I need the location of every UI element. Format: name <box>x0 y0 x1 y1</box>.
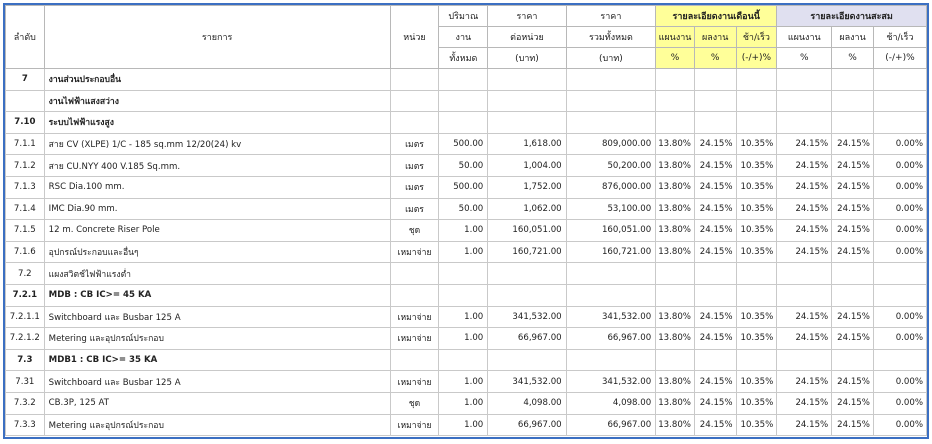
row-unit-price[interactable] <box>488 263 566 285</box>
row-unit[interactable]: ชุด <box>390 392 439 414</box>
row-unit-price[interactable] <box>488 69 566 91</box>
row-unit-price[interactable]: 341,532.00 <box>488 306 566 328</box>
row-total-price[interactable]: 50,200.00 <box>566 155 656 177</box>
row-description[interactable]: อุปกรณ์ประกอบและอื่นๆ <box>44 241 390 263</box>
row-unit[interactable] <box>390 69 439 91</box>
row-month-result[interactable] <box>694 112 736 134</box>
row-cum-diff[interactable] <box>873 112 926 134</box>
row-item-no[interactable]: 7.2.1.1 <box>6 306 45 328</box>
row-unit[interactable]: เมตร <box>390 133 439 155</box>
row-month-result[interactable] <box>694 349 736 371</box>
row-month-diff[interactable]: 10.35% <box>736 392 777 414</box>
row-quantity[interactable]: 1.00 <box>439 306 488 328</box>
row-cum-diff[interactable]: 0.00% <box>873 198 926 220</box>
row-total-price[interactable]: 160,721.00 <box>566 241 656 263</box>
row-description[interactable]: งานส่วนประกอบอื่น <box>44 69 390 91</box>
row-item-no[interactable]: 7.1.1 <box>6 133 45 155</box>
header-description: รายการ <box>44 6 390 69</box>
row-total-price[interactable] <box>566 284 656 306</box>
header-unit: หน่วย <box>390 6 439 69</box>
row-item-no[interactable]: 7.3.2 <box>6 392 45 414</box>
row-cum-result[interactable]: 24.15% <box>832 392 874 414</box>
row-item-no[interactable]: 7.1.5 <box>6 220 45 242</box>
row-cum-plan[interactable] <box>777 90 832 112</box>
header-item-no: ลำดับ <box>6 6 45 69</box>
row-unit-price[interactable]: 160,721.00 <box>488 241 566 263</box>
row-cum-result[interactable] <box>832 349 874 371</box>
table-row[interactable] <box>6 263 927 285</box>
row-cum-diff[interactable]: 0.00% <box>873 414 926 436</box>
row-month-diff[interactable] <box>736 112 777 134</box>
row-unit-price[interactable]: 160,051.00 <box>488 220 566 242</box>
header-cum-result: ผลงาน <box>832 27 874 48</box>
row-item-no[interactable]: 7.1.2 <box>6 155 45 177</box>
row-unit-price[interactable] <box>488 349 566 371</box>
row-quantity[interactable] <box>439 263 488 285</box>
row-month-result[interactable]: 24.15% <box>694 133 736 155</box>
row-month-diff[interactable]: 10.35% <box>736 133 777 155</box>
table-body <box>6 69 927 436</box>
row-description[interactable]: CB.3P, 125 AT <box>44 392 390 414</box>
row-total-price[interactable]: 66,967.00 <box>566 414 656 436</box>
table-row[interactable] <box>6 90 927 112</box>
table-row[interactable] <box>6 220 927 242</box>
row-cum-plan[interactable]: 24.15% <box>777 176 832 198</box>
row-cum-diff[interactable] <box>873 69 926 91</box>
row-unit[interactable] <box>390 90 439 112</box>
row-unit[interactable]: เมตร <box>390 198 439 220</box>
row-cum-diff[interactable]: 0.00% <box>873 306 926 328</box>
row-description[interactable]: Switchboard และ Busbar 125 A <box>44 306 390 328</box>
header-cum-plan-unit: % <box>777 48 832 69</box>
row-month-plan[interactable] <box>656 349 695 371</box>
row-unit-price[interactable]: 341,532.00 <box>488 371 566 393</box>
row-item-no[interactable]: 7.2.1 <box>6 284 45 306</box>
row-quantity[interactable]: 1.00 <box>439 414 488 436</box>
row-unit[interactable]: เหมาจ่าย <box>390 306 439 328</box>
row-cum-diff[interactable]: 0.00% <box>873 220 926 242</box>
row-unit-price[interactable] <box>488 90 566 112</box>
row-item-no[interactable]: 7.3.3 <box>6 414 45 436</box>
row-item-no[interactable]: 7.31 <box>6 371 45 393</box>
row-cum-result[interactable]: 24.15% <box>832 371 874 393</box>
row-cum-result[interactable]: 24.15% <box>832 133 874 155</box>
row-month-diff[interactable] <box>736 69 777 91</box>
row-cum-plan[interactable]: 24.15% <box>777 220 832 242</box>
header-month-plan-unit: % <box>656 48 695 69</box>
table-row[interactable] <box>6 371 927 393</box>
row-unit-price[interactable] <box>488 112 566 134</box>
row-month-plan[interactable]: 13.80% <box>656 328 695 350</box>
row-cum-diff[interactable] <box>873 284 926 306</box>
row-month-plan[interactable]: 13.80% <box>656 220 695 242</box>
row-month-plan[interactable] <box>656 284 695 306</box>
header-month-result-unit: % <box>694 48 736 69</box>
row-month-diff[interactable]: 10.35% <box>736 220 777 242</box>
row-description[interactable]: สาย CU.NYY 400 V.185 Sq.mm. <box>44 155 390 177</box>
row-unit[interactable]: เหมาจ่าย <box>390 241 439 263</box>
row-month-plan[interactable] <box>656 69 695 91</box>
row-cum-plan[interactable]: 24.15% <box>777 414 832 436</box>
row-quantity[interactable]: 1.00 <box>439 220 488 242</box>
row-total-price[interactable] <box>566 112 656 134</box>
row-month-result[interactable]: 24.15% <box>694 371 736 393</box>
row-unit-price[interactable]: 1,004.00 <box>488 155 566 177</box>
row-cum-diff[interactable]: 0.00% <box>873 133 926 155</box>
row-month-plan[interactable]: 13.80% <box>656 371 695 393</box>
row-cum-plan[interactable]: 24.15% <box>777 392 832 414</box>
table-header <box>6 6 927 69</box>
row-cum-diff[interactable]: 0.00% <box>873 371 926 393</box>
row-unit[interactable] <box>390 112 439 134</box>
row-total-price[interactable]: 341,532.00 <box>566 306 656 328</box>
table-row[interactable] <box>6 155 927 177</box>
row-cum-result[interactable]: 24.15% <box>832 414 874 436</box>
row-cum-diff[interactable] <box>873 90 926 112</box>
row-month-result[interactable] <box>694 284 736 306</box>
row-unit-price[interactable]: 1,062.00 <box>488 198 566 220</box>
row-month-result[interactable]: 24.15% <box>694 414 736 436</box>
row-month-result[interactable] <box>694 69 736 91</box>
row-month-diff[interactable]: 10.35% <box>736 414 777 436</box>
row-month-diff[interactable]: 10.35% <box>736 371 777 393</box>
row-total-price[interactable]: 809,000.00 <box>566 133 656 155</box>
row-cum-plan[interactable] <box>777 263 832 285</box>
row-item-no[interactable]: 7 <box>6 69 45 91</box>
row-unit[interactable]: เมตร <box>390 155 439 177</box>
row-cum-diff[interactable]: 0.00% <box>873 155 926 177</box>
row-total-price[interactable] <box>566 349 656 371</box>
row-month-diff[interactable] <box>736 263 777 285</box>
row-month-diff[interactable] <box>736 284 777 306</box>
row-month-result[interactable]: 24.15% <box>694 306 736 328</box>
row-description[interactable]: MDB1 : CB IC>= 35 KA <box>44 349 390 371</box>
row-quantity[interactable]: 1.00 <box>439 392 488 414</box>
row-item-no[interactable]: 7.1.3 <box>6 176 45 198</box>
table-row[interactable] <box>6 241 927 263</box>
row-total-price[interactable]: 66,967.00 <box>566 328 656 350</box>
row-month-diff[interactable]: 10.35% <box>736 198 777 220</box>
header-cum-diff: ช้า/เร็ว <box>873 27 926 48</box>
header-month-diff: ช้า/เร็ว <box>736 27 777 48</box>
row-month-result[interactable]: 24.15% <box>694 220 736 242</box>
row-cum-result[interactable]: 24.15% <box>832 328 874 350</box>
row-unit-price[interactable]: 1,752.00 <box>488 176 566 198</box>
header-total-price-line3: (บาท) <box>566 48 656 69</box>
header-unit-price-line3: (บาท) <box>488 48 566 69</box>
row-month-plan[interactable] <box>656 90 695 112</box>
row-total-price[interactable] <box>566 69 656 91</box>
row-cum-diff[interactable]: 0.00% <box>873 241 926 263</box>
row-cum-diff[interactable]: 0.00% <box>873 328 926 350</box>
row-cum-diff[interactable]: 0.00% <box>873 176 926 198</box>
row-month-plan[interactable]: 13.80% <box>656 241 695 263</box>
row-unit-price[interactable]: 1,618.00 <box>488 133 566 155</box>
row-description[interactable]: Metering และอุปกรณ์ประกอบ <box>44 328 390 350</box>
row-month-plan[interactable]: 13.80% <box>656 392 695 414</box>
row-description[interactable]: IMC Dia.90 mm. <box>44 198 390 220</box>
table-row[interactable] <box>6 198 927 220</box>
table-row[interactable] <box>6 112 927 134</box>
row-month-plan[interactable]: 13.80% <box>656 414 695 436</box>
table-row[interactable] <box>6 176 927 198</box>
table-row[interactable] <box>6 284 927 306</box>
row-item-no[interactable]: 7.2 <box>6 263 45 285</box>
row-month-result[interactable] <box>694 263 736 285</box>
row-unit[interactable]: เมตร <box>390 176 439 198</box>
row-month-result[interactable] <box>694 90 736 112</box>
row-description[interactable]: RSC Dia.100 mm. <box>44 176 390 198</box>
progress-table <box>5 5 927 436</box>
row-unit-price[interactable]: 66,967.00 <box>488 328 566 350</box>
row-cum-result[interactable]: 24.15% <box>832 155 874 177</box>
row-cum-plan[interactable]: 24.15% <box>777 133 832 155</box>
table-row[interactable] <box>6 306 927 328</box>
row-total-price[interactable]: 53,100.00 <box>566 198 656 220</box>
header-unit-price-line1: ราคา <box>488 6 566 27</box>
row-month-plan[interactable]: 13.80% <box>656 176 695 198</box>
row-item-no[interactable] <box>6 90 45 112</box>
header-total-price-line2: รวมทั้งหมด <box>566 27 656 48</box>
row-quantity[interactable]: 500.00 <box>439 176 488 198</box>
row-month-diff[interactable] <box>736 90 777 112</box>
row-quantity[interactable] <box>439 90 488 112</box>
row-month-plan[interactable] <box>656 263 695 285</box>
row-cum-result[interactable] <box>832 284 874 306</box>
row-unit[interactable]: เหมาจ่าย <box>390 328 439 350</box>
header-quantity-line2: งาน <box>439 27 488 48</box>
row-total-price[interactable]: 876,000.00 <box>566 176 656 198</box>
row-unit[interactable] <box>390 284 439 306</box>
row-unit[interactable]: เหมาจ่าย <box>390 414 439 436</box>
header-quantity-line1: ปริมาณ <box>439 6 488 27</box>
row-month-diff[interactable]: 10.35% <box>736 176 777 198</box>
row-month-plan[interactable]: 13.80% <box>656 306 695 328</box>
row-item-no[interactable]: 7.3 <box>6 349 45 371</box>
header-cum-result-unit: % <box>832 48 874 69</box>
row-quantity[interactable]: 1.00 <box>439 328 488 350</box>
row-cum-plan[interactable] <box>777 112 832 134</box>
row-month-result[interactable]: 24.15% <box>694 198 736 220</box>
row-description[interactable]: ระบบไฟฟ้าแรงสูง <box>44 112 390 134</box>
row-month-diff[interactable] <box>736 349 777 371</box>
row-month-diff[interactable]: 10.35% <box>736 241 777 263</box>
row-month-result[interactable]: 24.15% <box>694 176 736 198</box>
row-description[interactable]: แผงสวิตช์ไฟฟ้าแรงต่ำ <box>44 263 390 285</box>
row-quantity[interactable]: 500.00 <box>439 133 488 155</box>
row-cum-result[interactable] <box>832 112 874 134</box>
row-description[interactable]: สาย CV (XLPE) 1/C - 185 sq.mm 12/20(24) kv <box>44 133 390 155</box>
header-month-result: ผลงาน <box>694 27 736 48</box>
header-total-price-line1: ราคา <box>566 6 656 27</box>
table-row[interactable] <box>6 349 927 371</box>
row-cum-plan[interactable]: 24.15% <box>777 155 832 177</box>
row-cum-diff[interactable]: 0.00% <box>873 392 926 414</box>
row-cum-result[interactable] <box>832 90 874 112</box>
row-cum-plan[interactable] <box>777 284 832 306</box>
table-row[interactable] <box>6 133 927 155</box>
row-month-diff[interactable]: 10.35% <box>736 306 777 328</box>
row-cum-plan[interactable]: 24.15% <box>777 328 832 350</box>
row-month-result[interactable]: 24.15% <box>694 155 736 177</box>
row-quantity[interactable]: 1.00 <box>439 371 488 393</box>
row-month-diff[interactable]: 10.35% <box>736 328 777 350</box>
row-unit-price[interactable] <box>488 284 566 306</box>
row-quantity[interactable]: 50.00 <box>439 198 488 220</box>
row-cum-plan[interactable]: 24.15% <box>777 371 832 393</box>
row-cum-result[interactable] <box>832 263 874 285</box>
row-total-price[interactable] <box>566 263 656 285</box>
row-cum-plan[interactable]: 24.15% <box>777 306 832 328</box>
row-quantity[interactable] <box>439 349 488 371</box>
header-cumulative-group: รายละเอียดงานสะสม <box>777 6 927 27</box>
row-cum-result[interactable]: 24.15% <box>832 306 874 328</box>
row-month-plan[interactable]: 13.80% <box>656 198 695 220</box>
header-cum-plan: แผนงาน <box>777 27 832 48</box>
row-quantity[interactable] <box>439 69 488 91</box>
row-cum-result[interactable]: 24.15% <box>832 220 874 242</box>
table-row[interactable] <box>6 328 927 350</box>
row-month-result[interactable]: 24.15% <box>694 392 736 414</box>
row-cum-result[interactable]: 24.15% <box>832 241 874 263</box>
row-unit[interactable]: เหมาจ่าย <box>390 371 439 393</box>
row-total-price[interactable]: 341,532.00 <box>566 371 656 393</box>
header-unit-price-line2: ต่อหน่วย <box>488 27 566 48</box>
header-month-diff-unit: (-/+)% <box>736 48 777 69</box>
row-cum-result[interactable] <box>832 69 874 91</box>
row-total-price[interactable] <box>566 90 656 112</box>
row-month-result[interactable]: 24.15% <box>694 241 736 263</box>
row-cum-diff[interactable] <box>873 349 926 371</box>
header-cum-diff-unit: (-/+)% <box>873 48 926 69</box>
row-cum-plan[interactable] <box>777 349 832 371</box>
row-description[interactable]: 12 m. Concrete Riser Pole <box>44 220 390 242</box>
row-quantity[interactable]: 1.00 <box>439 241 488 263</box>
table-row[interactable] <box>6 69 927 91</box>
row-item-no[interactable]: 7.1.6 <box>6 241 45 263</box>
row-month-result[interactable]: 24.15% <box>694 328 736 350</box>
row-description[interactable]: งานไฟฟ้าแสงสว่าง <box>44 90 390 112</box>
header-month-plan: แผนงาน <box>656 27 695 48</box>
row-cum-plan[interactable]: 24.15% <box>777 198 832 220</box>
row-unit[interactable] <box>390 349 439 371</box>
row-cum-plan[interactable]: 24.15% <box>777 241 832 263</box>
row-month-diff[interactable]: 10.35% <box>736 155 777 177</box>
spreadsheet-view <box>3 3 929 439</box>
row-item-no[interactable]: 7.10 <box>6 112 45 134</box>
row-month-plan[interactable]: 13.80% <box>656 133 695 155</box>
row-item-no[interactable]: 7.1.4 <box>6 198 45 220</box>
table-row[interactable] <box>6 414 927 436</box>
row-unit[interactable]: ชุด <box>390 220 439 242</box>
header-month-group: รายละเอียดงานเดือนนี้ <box>656 6 777 27</box>
table-row[interactable] <box>6 392 927 414</box>
row-quantity[interactable] <box>439 284 488 306</box>
row-unit-price[interactable]: 66,967.00 <box>488 414 566 436</box>
row-month-plan[interactable]: 13.80% <box>656 155 695 177</box>
row-quantity[interactable] <box>439 112 488 134</box>
row-quantity[interactable]: 50.00 <box>439 155 488 177</box>
header-quantity-line3: ทั้งหมด <box>439 48 488 69</box>
row-cum-result[interactable]: 24.15% <box>832 198 874 220</box>
row-unit[interactable] <box>390 263 439 285</box>
row-cum-diff[interactable] <box>873 263 926 285</box>
row-cum-plan[interactable] <box>777 69 832 91</box>
row-total-price[interactable]: 4,098.00 <box>566 392 656 414</box>
row-cum-result[interactable]: 24.15% <box>832 176 874 198</box>
row-item-no[interactable]: 7.2.1.2 <box>6 328 45 350</box>
row-description[interactable]: Metering และอุปกรณ์ประกอบ <box>44 414 390 436</box>
row-description[interactable]: Switchboard และ Busbar 125 A <box>44 371 390 393</box>
row-total-price[interactable]: 160,051.00 <box>566 220 656 242</box>
row-unit-price[interactable]: 4,098.00 <box>488 392 566 414</box>
row-month-plan[interactable] <box>656 112 695 134</box>
row-description[interactable]: MDB : CB IC>= 45 KA <box>44 284 390 306</box>
